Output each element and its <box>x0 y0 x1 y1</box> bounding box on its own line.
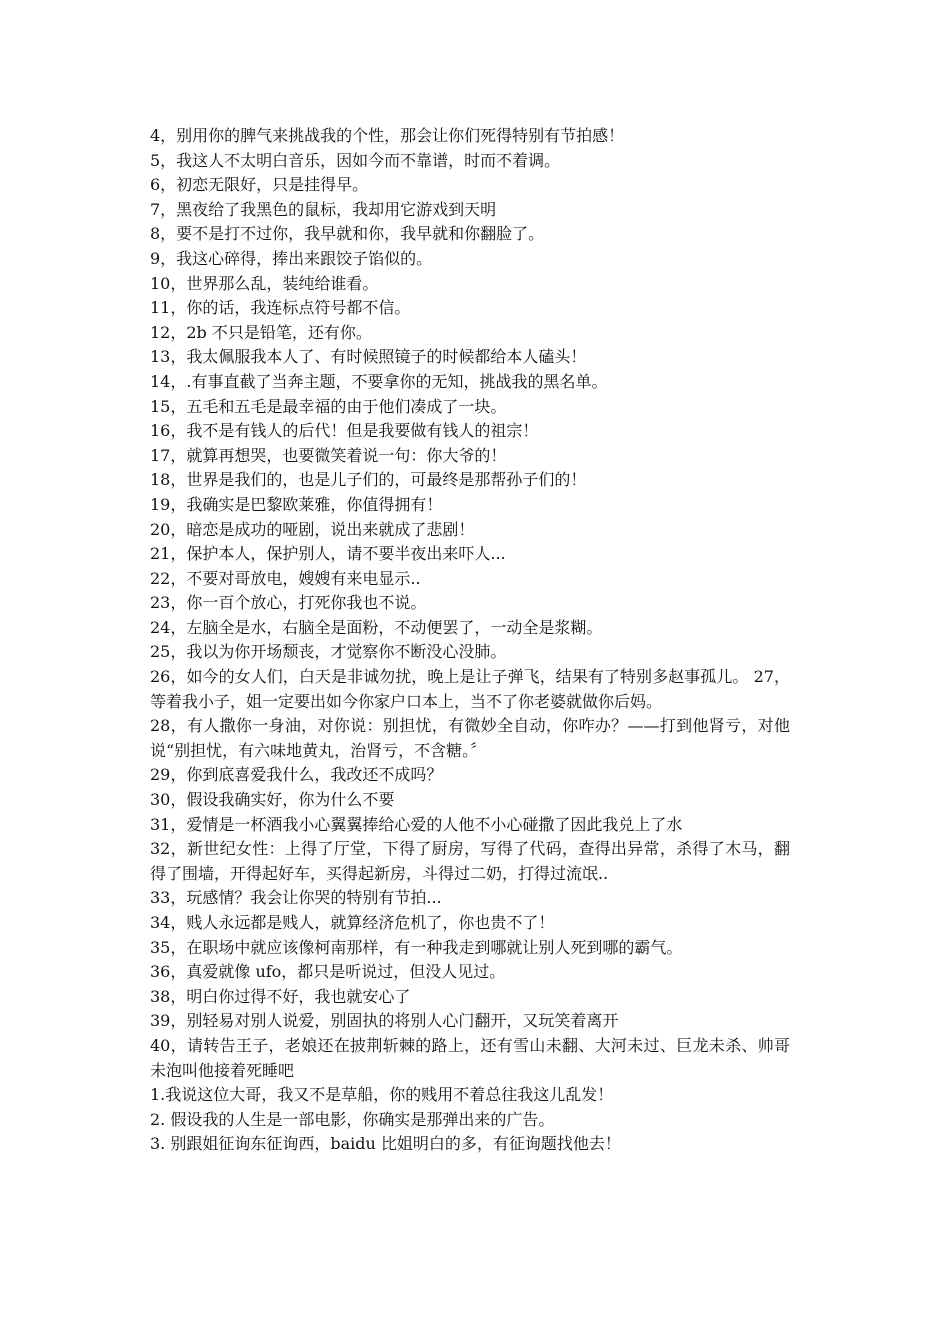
paragraph: 18，世界是我们的，也是儿子们的，可最终是那帮孙子们的！ <box>150 470 587 490</box>
paragraph: 21，保护本人，保护别人，请不要半夜出来吓人... <box>150 544 506 564</box>
paragraph: 12，2b 不只是铅笔，还有你。 <box>150 322 372 342</box>
paragraph: 4，别用你的脾气来挑战我的个性，那会让你们死得特别有节拍感！ <box>150 126 625 145</box>
paragraph: 28，有人撒你一身油，对你说：别担忧，有微妙全自动，你咋办？——打到他肾亏，对他说“别担忧，有六味地黄丸，治肾亏，不含糖。〞 <box>150 716 790 760</box>
paragraph: 34，贱人永远都是贱人，就算经济危机了，你也贵不了！ <box>150 913 555 932</box>
paragraph: 22，不要对哥放电，嫂嫂有来电显示.. <box>150 568 421 588</box>
paragraph: 1.我说这位大哥，我又不是草船，你的贱用不着总往我这儿乱发！ <box>150 1085 614 1105</box>
paragraph: 36，真爱就像 ufo，都只是听说过，但没人见过。 <box>150 962 506 982</box>
paragraph: 20，暗恋是成功的哑剧，说出来就成了悲剧！ <box>150 519 475 539</box>
paragraph: 15，五毛和五毛是最幸福的由于他们凑成了一块。 <box>150 396 507 416</box>
paragraph: 35，在职场中就应该像柯南那样，有一种我走到哪就让别人死到哪的霸气。 <box>150 937 683 957</box>
paragraph: 16，我不是有钱人的后代！但是我要做有钱人的祖宗！ <box>150 421 539 441</box>
paragraph: 7，黑夜给了我黑色的鼠标，我却用它游戏到天明 <box>150 199 497 219</box>
paragraph: 17，就算再想哭，也要微笑着说一句：你大爷的！ <box>150 445 507 465</box>
paragraph: 6，初恋无限好，只是挂得早。 <box>150 175 369 195</box>
paragraph: 29，你到底喜爱我什么，我改还不成吗？ <box>150 765 443 785</box>
paragraph: 14，.有事直截了当奔主题，不要拿你的无知，挑战我的黑名单。 <box>150 371 608 391</box>
paragraph: 23，你一百个放心，打死你我也不说。 <box>150 593 427 613</box>
paragraph: 19，我确实是巴黎欧莱雅，你值得拥有！ <box>150 494 443 514</box>
document-body <box>150 124 790 1157</box>
paragraph: 24，左脑全是水，右脑全是面粉，不动便罢了，一动全是浆糊。 <box>150 617 603 637</box>
paragraph: 40，请转告王子，老娘还在披荆斩棘的路上，还有雪山未翻、大河未过、巨龙未杀、帅哥未泡叫他接着死睡吧 <box>150 1035 790 1080</box>
paragraph: 13，我太佩服我本人了、有时候照镜子的时候都给本人磕头！ <box>150 347 587 367</box>
paragraph: 31，爱情是一杯酒我小心翼翼捧给心爱的人他不小心碰撒了因此我兑上了水 <box>150 814 683 834</box>
paragraph: 11，你的话，我连标点符号都不信。 <box>150 298 411 318</box>
paragraph: 26，如今的女人们，白天是非诚勿扰，晚上是让子弹飞，结果有了特别多赵事孤儿。 27，等着我小子，姐一定要出如今你家户口本上，当不了你老婆就做你后妈。 <box>150 667 790 711</box>
paragraph: 5，我这人不太明白音乐，因如今而不靠谱，时而不着调。 <box>150 150 561 170</box>
paragraph: 25，我以为你开场颓丧，才觉察你不断没心没肺。 <box>150 642 507 662</box>
paragraph: 10，世界那么乱，装纯给谁看。 <box>150 273 379 293</box>
paragraph: 38，明白你过得不好，我也就安心了 <box>150 986 411 1006</box>
paragraph: 39，别轻易对别人说爱，别固执的将别人心门翻开，又玩笑着离开 <box>150 1011 619 1031</box>
paragraph: 32，新世纪女性：上得了厅堂，下得了厨房，写得了代码，查得出异常，杀得了木马，翻得了围墙，开得起好车，买得起新房，斗得过二奶，打得过流氓.. <box>150 839 790 883</box>
paragraph: 33，玩感情？我会让你哭的特别有节拍... <box>150 888 442 908</box>
paragraph: 8，要不是打不过你，我早就和你，我早就和你翻脸了。 <box>150 224 545 244</box>
paragraph: 3. 别跟姐征询东征询西，baidu 比姐明白的多，有征询题找他去！ <box>150 1134 621 1154</box>
paragraph: 9，我这心碎得，捧出来跟饺子馅似的。 <box>150 248 433 268</box>
paragraph: 30，假设我确实好，你为什么不要 <box>150 790 395 810</box>
paragraph: 2. 假设我的人生是一部电影，你确实是那弹出来的广告。 <box>150 1109 555 1129</box>
